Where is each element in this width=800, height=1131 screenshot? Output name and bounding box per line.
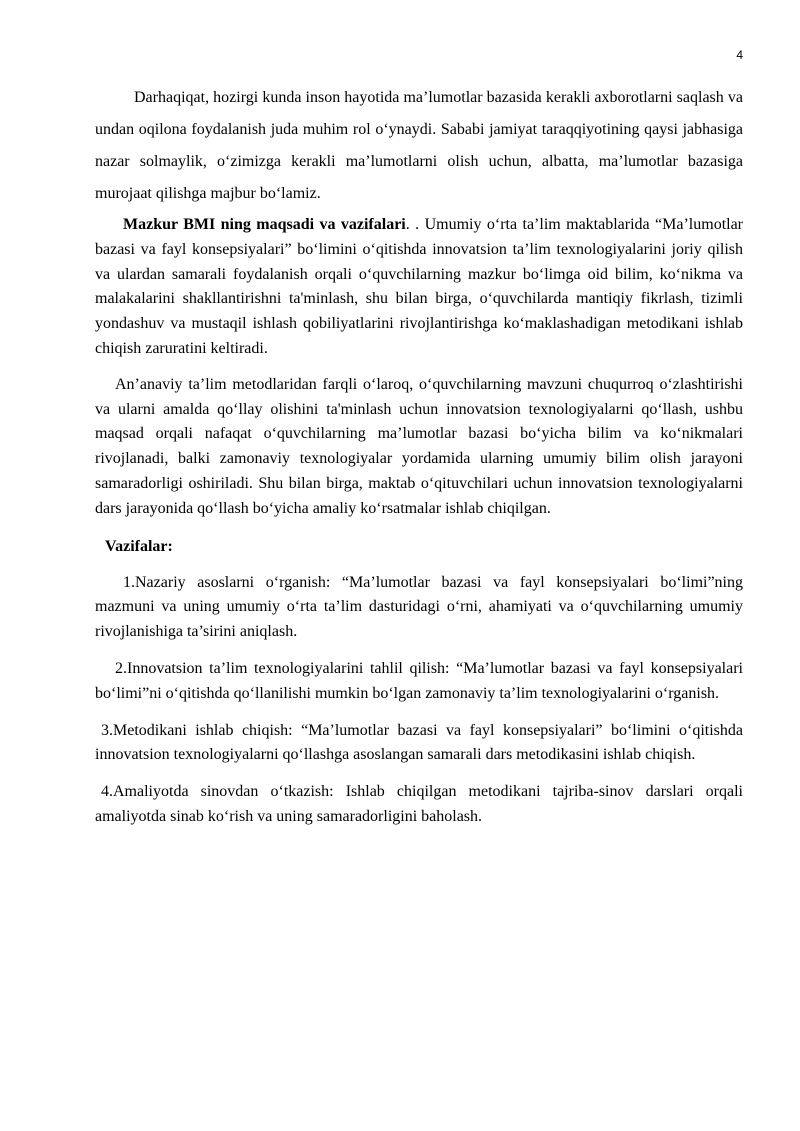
task-item-2: 2.Innovatsion ta’lim texnologiyalarini tahlil qilish: “Ma’lumotlar bazasi va fayl konsepsiyalari bo‘limi”ni o‘qitishda qo‘llanilishi mumkin bo‘lgan zamonaviy ta’lim texnologiyalarini o‘rganish. (95, 659, 743, 702)
goal-heading: Mazkur BMI ning maqsadi va vazifalari (123, 216, 406, 233)
task-item-3: 3.Metodikani ishlab chiqish: “Ma’lumotlar bazasi va fayl konsepsiyalari” bo‘limini o‘qitishda innovatsion texnologiyalarni qo‘llashga asoslangan samarali dars metodikasini ishlab chiqish. (95, 721, 743, 764)
task-item-4: 4.Amaliyotda sinovdan o‘tkazish: Ishlab chiqilgan metodikani tajriba-sinov darslari orqali amaliyotda sinab ko‘rish va uning samaradorligini baholash. (95, 783, 743, 825)
goal-paragraph (95, 213, 743, 362)
task-item-1: 1.Nazariy asoslarni o‘rganish: “Ma’lumotlar bazasi va fayl konsepsiyalari bo‘limi”ning mazmuni va uning umumiy o‘rta ta’lim dasturidagi o‘rni, ahamiyati va o‘quvchilarning umumiy rivojlanishiga ta’sirini aniqlash. (95, 573, 743, 641)
page-number: 4 (736, 48, 743, 62)
goal-separator: . . (405, 216, 425, 233)
tasks-heading: Vazifalar: (105, 537, 173, 555)
traditional-methods-paragraph: An’anaviy ta’lim metodlaridan farqli o‘laroq, o‘quvchilarning mavzuni chuqurroq o‘zlashtirishi va ularni amalda qo‘llay olishini ta'minlash uchun innovatsion texnologiyalarni qo‘llash, ushbu maqsad orqali nafaqat o‘quvchilarning ma’lumotlar bazasi bo‘yicha bilim va ko‘nikmalari rivojlanadi, balki zamonaviy texnologiyalar yordamida ularning umumiy bilim olish jarayoni samaradorligi oshiriladi. Shu bilan birga, maktab o‘qituvchilari uchun innovatsion texnologiyalarni dars jarayonida qo‘llash bo‘yicha amaliy ko‘rsatmalar ishlab chiqilgan. (95, 375, 743, 517)
intro-paragraph: Darhaqiqat, hozirgi kunda inson hayotida ma’lumotlar bazasida kerakli axborotlarni saqlash va undan oqilona foydalanish juda muhim rol o‘ynaydi. Sababi jamiyat taraqqiyotining qaysi jabhasiga nazar solmaylik, o‘zimizga kerakli ma’lumotlarni olish uchun, albatta, ma’lumotlar bazasiga murojaat qilishga majbur bo‘lamiz. (95, 89, 743, 202)
document-body (95, 82, 743, 830)
goal-text: Umumiy o‘rta ta’lim maktablarida “Ma’lumotlar bazasi va fayl konsepsiyalari” bo‘limini o‘qitishda innovatsion ta’lim texnologiyalarini joriy qilish va ulardan samarali foydalanish orqali o‘quvchilarning mazkur bo‘limga oid bilim, ko‘nikma va malakalarini shakllantirishni ta'minlash, shu bilan birga, o‘quvchilarda mantiqiy fikrlash, tizimli yondashuv va mustaqil ishlash qobiliyatlarini rivojlantirishga ko‘maklashadigan metodikani ishlab chiqish zaruratini keltiradi. (95, 216, 744, 357)
